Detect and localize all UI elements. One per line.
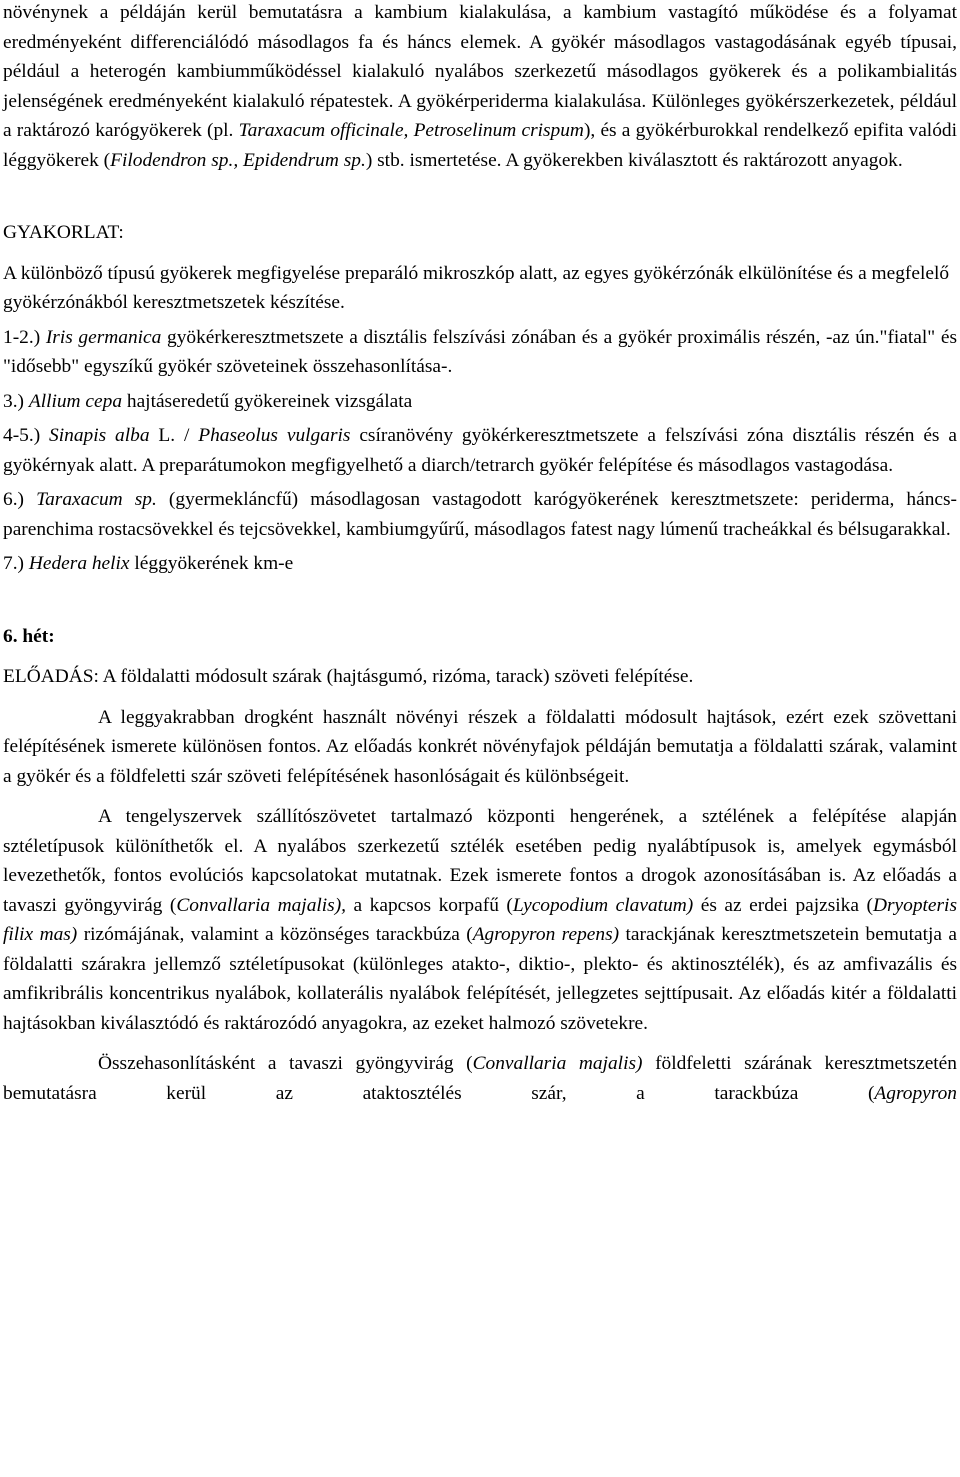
lecture-label: ELŐADÁS:	[3, 666, 99, 687]
species-name: Filodendron sp., Epidendrum sp.	[110, 149, 366, 171]
species-name: Convallaria majalis),	[176, 894, 347, 916]
lecture-title	[3, 662, 957, 692]
text-run: a kapcsos korpafű (	[346, 894, 513, 916]
week-heading-text: 6. hét:	[3, 625, 55, 647]
species-name: Hedera helix	[28, 553, 130, 574]
species-name: Dryopteris filix mas)	[3, 894, 957, 945]
species-name: Agropyron	[874, 1082, 957, 1104]
text-run: léggyökerének km-e	[129, 553, 294, 574]
practice-heading: GYAKORLAT:	[3, 222, 124, 243]
week-heading	[3, 622, 957, 652]
text-run: Különleges gyökérszerkezetek, például a raktározó karógyökerek (pl.	[3, 90, 957, 141]
lecture-paragraph: A leggyakrabban drogként használt növényi részek a földalatti módosult hajtások, ezért ezek szövettani felépítésének ismerete különösen fontos. Az előadás konkrét növényfajok példáján bemutatja a földalatti szárak, valamint a gyökér és a földfeletti szár szöveti felépítésének hasonlóságait és különbségeit.	[3, 706, 957, 787]
document-page	[3, 0, 957, 1108]
lecture-paragraph	[3, 1049, 957, 1108]
species-name: Agropyron repens)	[472, 924, 620, 945]
text-run: A tengelyszervek szállítószövetet tartalmazó központi hengerének, a sztélének a felépítése alapján sztéletípusok különíthetők el. A nyalábos szerkezetű sztélék esetében pedig nyalábtípusok is, amelyek egymásból levezethetők, fontos evolúciós kapcsolatokat mutatnak. Ezek ismerete fontos a drogok azonosításában is. Az előadás a tavaszi gyöngyvirág (	[3, 806, 957, 916]
item-number: 1-2.)	[3, 326, 46, 348]
practice-item	[3, 485, 957, 544]
practice-item	[3, 549, 957, 579]
text-run: L. /	[149, 425, 199, 446]
text-run: tarackjának keresztmetszetein bemutatja a földalatti szárakra jellemző sztéletípusokat (különleges atakto-, diktio-, plekto- és aktinosztélék), és az amfivazális és amfikribrális koncentrikus nyalábok, kollaterális nyalábok felépítését, jellegzetes sejttípusait. Az előadás kitér a földalatti hajtásokban kiválasztódó és raktározódó anyagokra, az ezeket halmozó szövetekre.	[3, 924, 957, 1034]
practice-item	[3, 323, 957, 382]
text-run: A gyökerekben kiválasztott és raktározott anyagok.	[505, 149, 903, 171]
item-number: 7.)	[3, 553, 29, 574]
text-run: hajtáseredetű gyökereinek vizsgálata	[122, 390, 413, 412]
species-name: Sinapis alba	[49, 425, 150, 446]
lecture-title-text: A földalatti módosult szárak (hajtásgumó, rizóma, tarack) szöveti felépítése.	[98, 666, 694, 687]
species-name: Taraxacum officinale, Petroselinum crispum	[238, 120, 584, 141]
text-run: növénynek a példáján kerül bemutatásra a kambium kialakulása, a kambium vastagító működése és a folyamat eredményeként differenciálódó másodlagos fa és háncs elemek.	[3, 2, 957, 53]
text-run: ) stb. ismertetése.	[365, 149, 502, 171]
text-run: A gyökérperiderma kialakulása.	[397, 90, 647, 112]
species-name: Phaseolus vulgaris	[198, 425, 351, 446]
item-number: 6.)	[3, 489, 37, 510]
practice-item	[3, 387, 957, 417]
species-name: Taraxacum sp.	[36, 489, 157, 510]
item-number: 3.)	[3, 390, 29, 412]
text-run: Összehasonlításként a tavaszi gyöngyvirág (	[98, 1053, 473, 1074]
text-run: csíranövény gyökérkeresztmetszete a felszívási zóna disztális részén és a gyökérnyak alatt. A preparátumokon megfigyelhető a diarch/tetrarch gyökér felépítése és másodlagos vastagodása.	[3, 425, 957, 476]
text-run: földfeletti szárának keresztmetszetén bemutatásra kerül az ataktosztélés szár, a tarackbúza (	[3, 1053, 957, 1104]
species-name: Allium cepa	[28, 390, 123, 412]
text-run: és az erdei pajzsika (	[693, 894, 873, 916]
practice-intro: A különböző típusú gyökerek megfigyelése preparáló mikroszkóp alatt, az egyes gyökérzónák elkülönítése és a megfelelő gyökérzónákból keresztmetszetek készítése.	[3, 262, 950, 313]
text-run: ), és a gyökérburokkal rendelkező epifita valódi léggyökerek (	[3, 120, 957, 171]
text-run: (gyermekláncfű) másodlagosan vastagodott karógyökerének keresztmetszete: periderma, háncs-parenchima rostacsövekkel és tejcsövekkel, kambiumgyűrű, másodlagos fatest nagy lúmenű tracheákkal és bélsugarakkal.	[3, 489, 957, 540]
lecture-paragraph	[3, 802, 957, 1038]
text-run: gyökérkeresztmetszete a disztális felszívási zónában és a gyökér proximális részén, -az ún."fiatal" és "idősebb" egyszíkű gyökér szöveteinek összehasonlítása-.	[3, 326, 958, 377]
text-run: rizómájának, valamint a közönséges tarackbúza (	[77, 924, 473, 945]
species-name: Iris germanica	[45, 326, 162, 348]
practice-item	[3, 421, 957, 480]
species-name: Convallaria majalis)	[472, 1053, 643, 1074]
species-name: Lycopodium clavatum)	[512, 894, 694, 916]
text-run: A gyökér másodlagos vastagodásának egyéb típusai, például a heterogén kambiumműködéssel kialakuló nyalábos szerkezetű másodlagos gyökerek és a polikambialitás jelenségének eredményeként kialakuló répatestek.	[3, 31, 957, 112]
item-number: 4-5.)	[3, 425, 50, 446]
root-lecture-paragraph	[3, 0, 957, 175]
